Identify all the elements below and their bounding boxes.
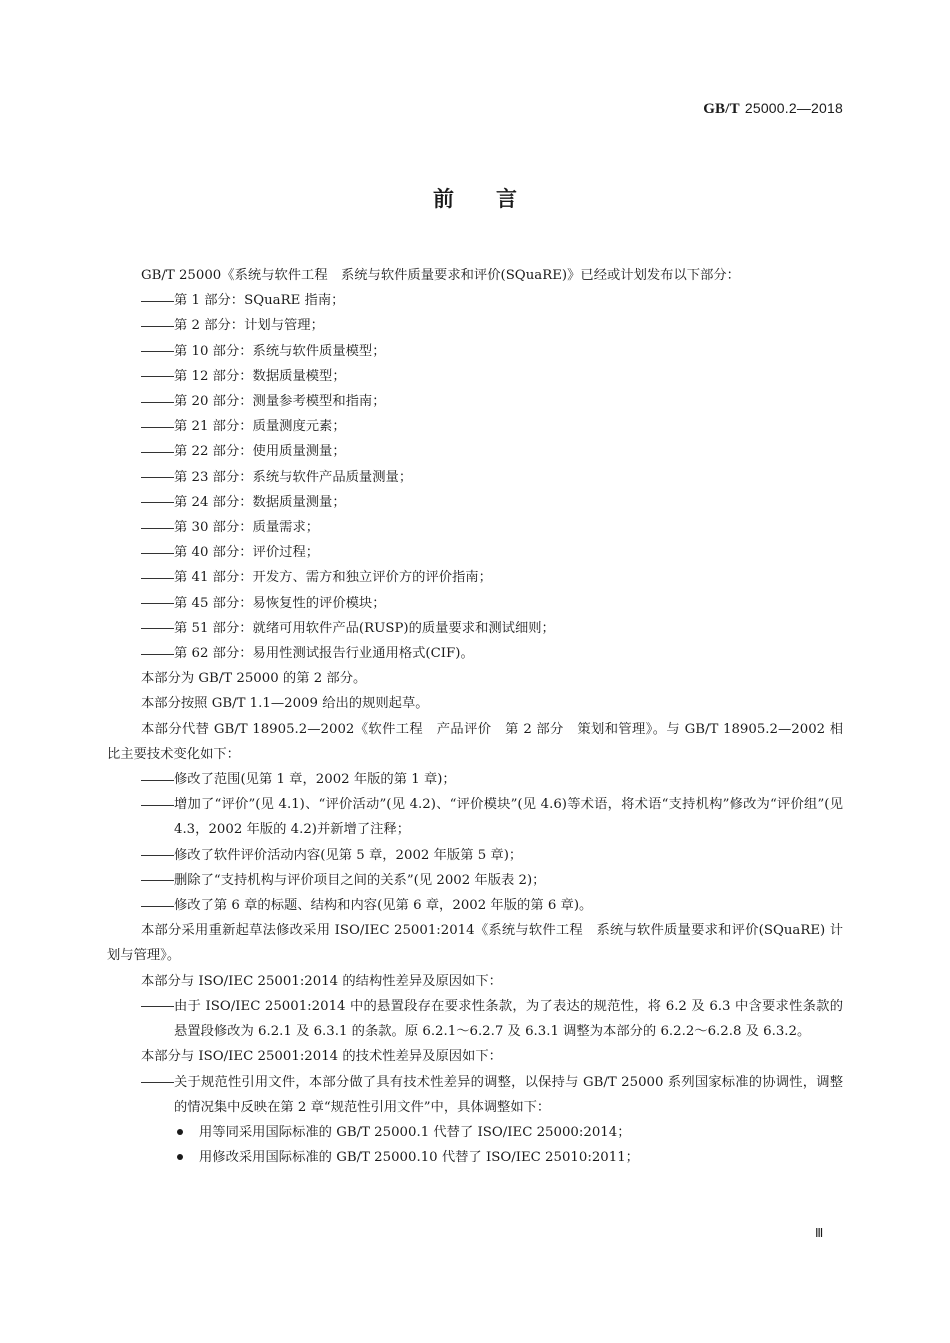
list-item: 第 21 部分：质量测度元素； <box>107 414 843 439</box>
em-dash-icon <box>141 301 174 302</box>
list-item: 修改了第 6 章的标题、结构和内容(见第 6 章，2002 年版的第 6 章)。 <box>107 893 843 918</box>
em-dash-icon <box>141 906 174 907</box>
em-dash-icon <box>141 402 174 403</box>
list-item: 第 20 部分：测量参考模型和指南； <box>107 389 843 414</box>
bullet-item: 用修改采用国际标准的 GB/T 25000.10 代替了 ISO/IEC 25010:2011； <box>107 1145 843 1170</box>
list-item: 第 51 部分：就绪可用软件产品(RUSP)的质量要求和测试细则； <box>107 616 843 641</box>
em-dash-icon <box>141 452 174 453</box>
list-item: 第 22 部分：使用质量测量； <box>107 439 843 464</box>
em-dash-icon <box>141 502 174 503</box>
list-item: 第 62 部分：易用性测试报告行业通用格式(CIF)。 <box>107 641 843 666</box>
changes-list <box>107 767 843 918</box>
list-item: 第 23 部分：系统与软件产品质量测量； <box>107 465 843 490</box>
technical-diff-heading: 本部分与 ISO/IEC 25001:2014 的技术性差异及原因如下： <box>141 1049 502 1065</box>
em-dash-icon <box>141 1006 174 1007</box>
list-item: 修改了范围(见第 1 章，2002 年版的第 1 章)； <box>107 767 843 792</box>
list-item: 由于 ISO/IEC 25001:2014 中的悬置段存在要求性条款，为了表达的规范性，将 6.2 及 6.3 中含要求性条款的悬置段修改为 6.2.1 及 6.3.1 的条款。原 6.2.1～6.2.7 及 6.3.1 调整为本部分的 6.2.2～6.2.8 及 6.3.2。 <box>107 994 843 1044</box>
replaces-statement: 本部分代替 GB/T 18905.2—2002《软件工程 产品评价 第 2 部分 策划和管理》。与 GB/T 18905.2—2002 相比主要技术变化如下： <box>107 721 843 762</box>
em-dash-icon <box>141 477 174 478</box>
bullet-item: 用等同采用国际标准的 GB/T 25000.1 代替了 ISO/IEC 25000:2014； <box>107 1120 843 1145</box>
list-item: 第 2 部分：计划与管理； <box>107 313 843 338</box>
list-item: 第 40 部分：评价过程； <box>107 540 843 565</box>
em-dash-icon <box>141 578 174 579</box>
document-code-header <box>703 100 843 118</box>
em-dash-icon <box>141 628 174 629</box>
em-dash-icon <box>141 351 174 352</box>
list-item: 第 10 部分：系统与软件质量模型； <box>107 339 843 364</box>
list-item: 第 24 部分：数据质量测量； <box>107 490 843 515</box>
em-dash-icon <box>141 805 174 806</box>
document-code-number: 25000.2—2018 <box>744 100 843 116</box>
page-number: Ⅲ <box>815 1226 823 1240</box>
structural-diff-heading: 本部分与 ISO/IEC 25001:2014 的结构性差异及原因如下： <box>141 973 502 989</box>
em-dash-icon <box>141 780 174 781</box>
adoption-statement: 本部分采用重新起草法修改采用 ISO/IEC 25001:2014《系统与软件工程 系统与软件质量要求和评价(SQuaRE) 计划与管理》。 <box>107 923 843 964</box>
list-item: 修改了软件评价活动内容(见第 5 章，2002 年版第 5 章)； <box>107 843 843 868</box>
list-item: 删除了“支持机构与评价项目之间的关系”(见 2002 年版表 2)； <box>107 868 843 893</box>
em-dash-icon <box>141 1082 174 1083</box>
part-of-statement: 本部分为 GB/T 25000 的第 2 部分。 <box>141 671 367 687</box>
em-dash-icon <box>141 654 174 655</box>
list-item: 关于规范性引用文件，本部分做了具有技术性差异的调整，以保持与 GB/T 25000 系列国家标准的协调性，调整的情况集中反映在第 2 章“规范性引用文件”中，具体调整如下： <box>107 1070 843 1120</box>
em-dash-icon <box>141 376 174 377</box>
bullet-icon <box>177 1154 183 1160</box>
list-item: 第 1 部分：SQuaRE 指南； <box>107 288 843 313</box>
page-title: 前言 <box>433 187 559 211</box>
em-dash-icon <box>141 855 174 856</box>
intro-paragraph: GB/T 25000《系统与软件工程 系统与软件质量要求和评价(SQuaRE)》已经或计划发布以下部分： <box>141 268 740 283</box>
em-dash-icon <box>141 603 174 604</box>
list-item: 第 30 部分：质量需求； <box>107 515 843 540</box>
list-item: 第 12 部分：数据质量模型； <box>107 364 843 389</box>
em-dash-icon <box>141 326 174 327</box>
em-dash-icon <box>141 880 174 881</box>
drafting-rules-statement: 本部分按照 GB/T 1.1—2009 给出的规则起草。 <box>141 696 429 712</box>
list-item: 增加了“评价”(见 4.1)、“评价活动”(见 4.2)、“评价模块”(见 4.6)等术语，将术语“支持机构”修改为“评价组”(见 4.3，2002 年版的 4.2)并新增了注释； <box>107 792 843 842</box>
em-dash-icon <box>141 553 174 554</box>
document-body <box>107 263 843 1170</box>
em-dash-icon <box>141 427 174 428</box>
parts-list <box>107 288 843 666</box>
list-item: 第 45 部分：易恢复性的评价模块； <box>107 591 843 616</box>
bullet-icon <box>177 1129 183 1135</box>
em-dash-icon <box>141 528 174 529</box>
list-item: 第 41 部分：开发方、需方和独立评价方的评价指南； <box>107 565 843 590</box>
document-code-prefix: GB/T <box>703 101 740 117</box>
